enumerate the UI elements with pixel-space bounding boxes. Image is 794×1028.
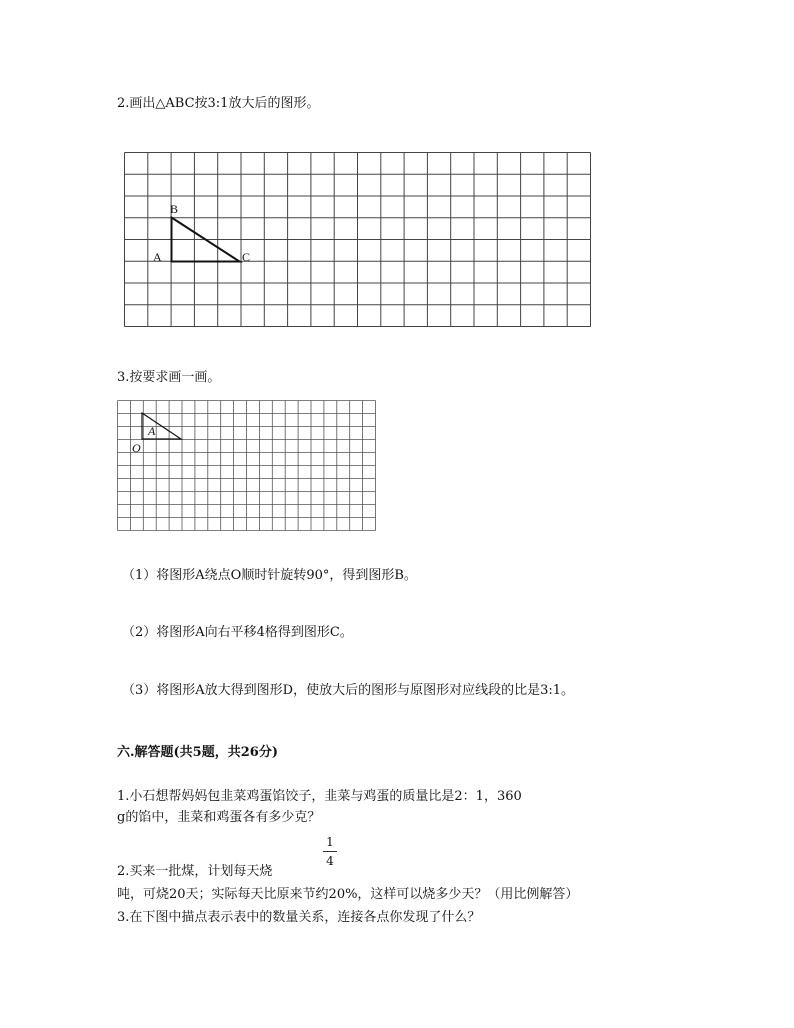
fraction-numerator: 1 [326, 835, 334, 849]
problem1-line1: 1.小石想帮妈妈包韭菜鸡蛋馅饺子，韭菜与鸡蛋的质量比是2：1，360 [117, 789, 522, 804]
q3-grid [117, 400, 377, 532]
problem3-line1: 3.在下图中描点表示表中的数量关系，连接各点你发现了什么？ [117, 910, 481, 925]
fraction-bar [323, 851, 337, 852]
problem2-line2: 吨，可烧20天；实际每天比原来节约20%，这样可以烧多少天？（用比例解答） [117, 887, 579, 902]
label-figure-a: A [148, 424, 156, 438]
problem1-line2: g的馅中，韭菜和鸡蛋各有多少克？ [117, 810, 321, 825]
fraction-denominator: 4 [326, 854, 334, 868]
section-heading: 六.解答题(共5题，共26分) [117, 745, 278, 760]
q2-title: 2.画出△ABC按3:1放大后的图形。 [117, 96, 320, 111]
label-point-o: O [132, 441, 141, 455]
problem2-line1: 2.买来一批煤，计划每天烧 [117, 864, 273, 879]
q3-sub3: （3）将图形A放大得到图形D，使放大后的图形与原图形对应线段的比是3:1。 [122, 683, 575, 698]
fraction [323, 835, 337, 868]
label-b: B [170, 202, 179, 216]
q3-sub2: （2）将图形A向右平移4格得到图形C。 [122, 625, 353, 640]
label-c: C [242, 250, 251, 264]
q2-grid [124, 152, 594, 328]
q3-sub1: （1）将图形A绕点O顺时针旋转90°，得到图形B。 [122, 568, 417, 583]
q3-title: 3.按要求画一画。 [117, 370, 221, 385]
label-a: A [153, 250, 162, 264]
